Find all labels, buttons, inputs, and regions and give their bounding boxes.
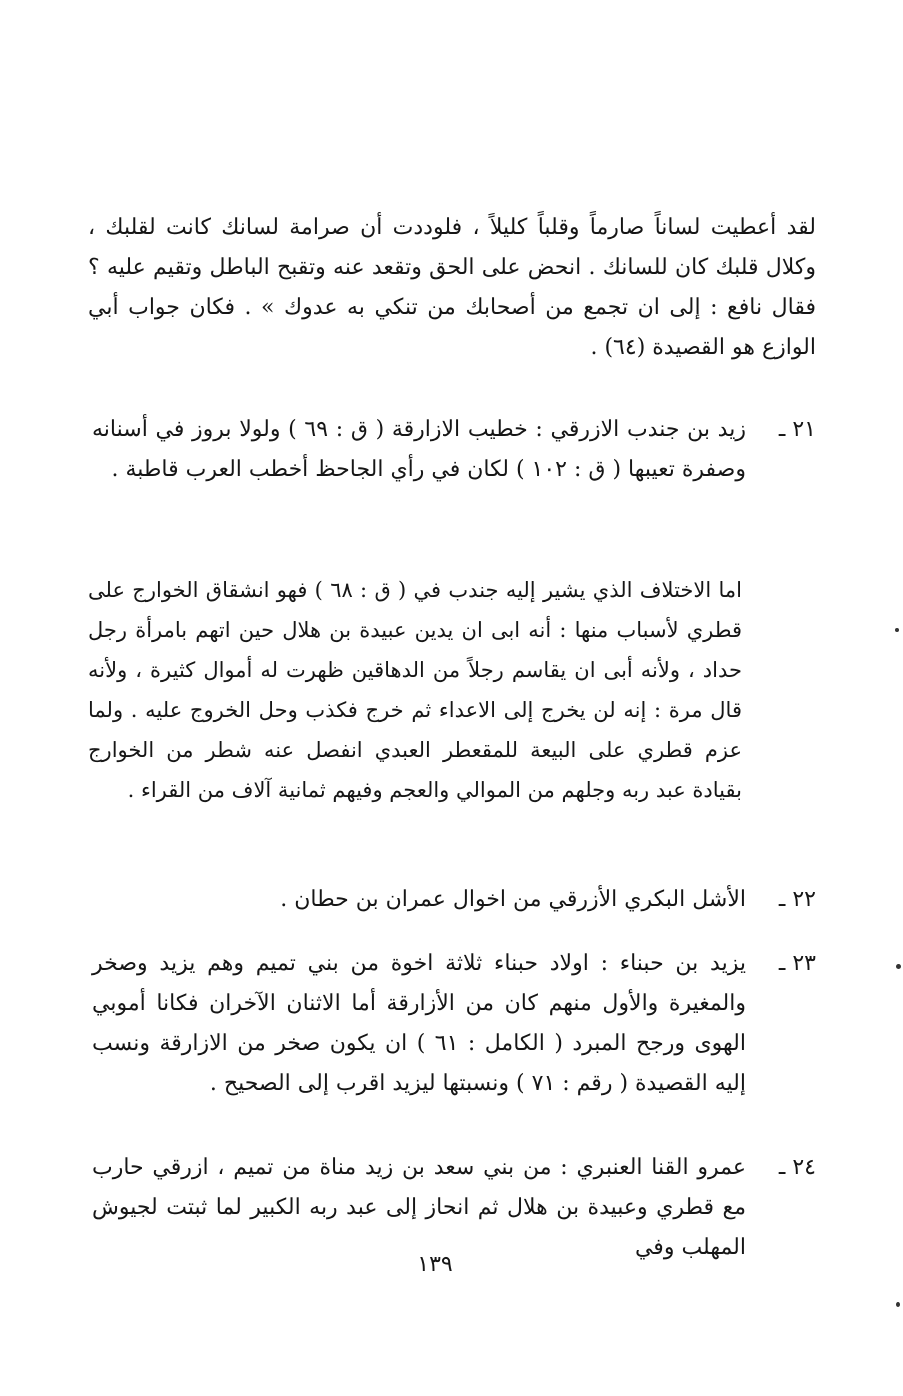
note-number: ٢٢ ـ [778, 887, 816, 912]
scan-speck [895, 628, 899, 632]
note-number: ٢٣ ـ [778, 951, 816, 976]
scan-speck [896, 964, 901, 969]
note-text: يزيد بن حبناء : اولاد حبناء ثلاثة اخوة من بني تميم وهم يزيد وصخر والمغيرة والأول منهم كان من الأزارقة أما الاثنان الآخران فكانا أموبي الهوى ورجح المبرد ( الكامل : ٦١ ) ان يكون صخر من الازارقة ونسب إليه القصيدة ( رقم : ٧١ ) ونسبتها ليزيد اقرب إلى الصحيح . [92, 951, 746, 1096]
note-22 [88, 880, 816, 920]
note-number: ٢٤ ـ [778, 1155, 816, 1180]
intro-paragraph: لقد أعطيت لساناً صارماً وقلباً كليلاً ، فلوددت أن صرامة لسانك كانت لقلبك ، وكلال قلبك كان للسانك . انحض على الحق وتقعد عنه وتقبح الباطل وتقيم عليه ؟ فقال نافع : إلى ان تجمع من أصحابك من تنكي به عدوك » . فكان جواب أبي الوازع هو القصيدة (٦٤) . [88, 215, 816, 360]
scan-speck [896, 1302, 900, 1307]
middle-paragraph: اما الاختلاف الذي يشير إليه جندب في ( ق : ٦٨ ) فهو انشقاق الخوارج على قطري لأسباب منها : أنه ابى ان يدين عبيدة بن هلال حين اتهم بامرأة رجل حداد ، ولأنه أبى ان يقاسم رجلاً من الدهاقين ظهرت له أموال كثيرة ، ولأنه قال مرة : إنه لن يخرج إلى الاعداء ثم خرج فكذب وحل الخروج عليه . ولما عزم قطري على البيعة للمقعطر العبدي انفصل عنه شطر من الخوارج بقيادة عبد ربه وجلهم من الموالي والعجم وفيهم ثمانية آلاف من القراء . [88, 578, 742, 802]
note-21 [88, 410, 816, 490]
note-24 [88, 1148, 816, 1268]
note-text: زيد بن جندب الازرقي : خطيب الازارقة ( ق : ٦٩ ) ولولا بروز في أسنانه وصفرة تعيبها ( ق : ١٠٢ ) لكان في رأي الجاحظ أخطب العرب قاطبة . [92, 417, 746, 482]
page-number: ١٣٩ [417, 1252, 453, 1277]
note-number: ٢١ ـ [778, 417, 816, 442]
note-text: الأشل البكري الأزرقي من اخوال عمران بن حطان . [280, 887, 746, 912]
note-23 [88, 944, 816, 1104]
note-text: عمرو القنا العنبري : من بني سعد بن زيد مناة من تميم ، ازرقي حارب مع قطري وعبيدة بن هلال ثم انحاز إلى عبد ربه الكبير لما ثبتت لجيوش المهلب وفي [92, 1155, 746, 1260]
